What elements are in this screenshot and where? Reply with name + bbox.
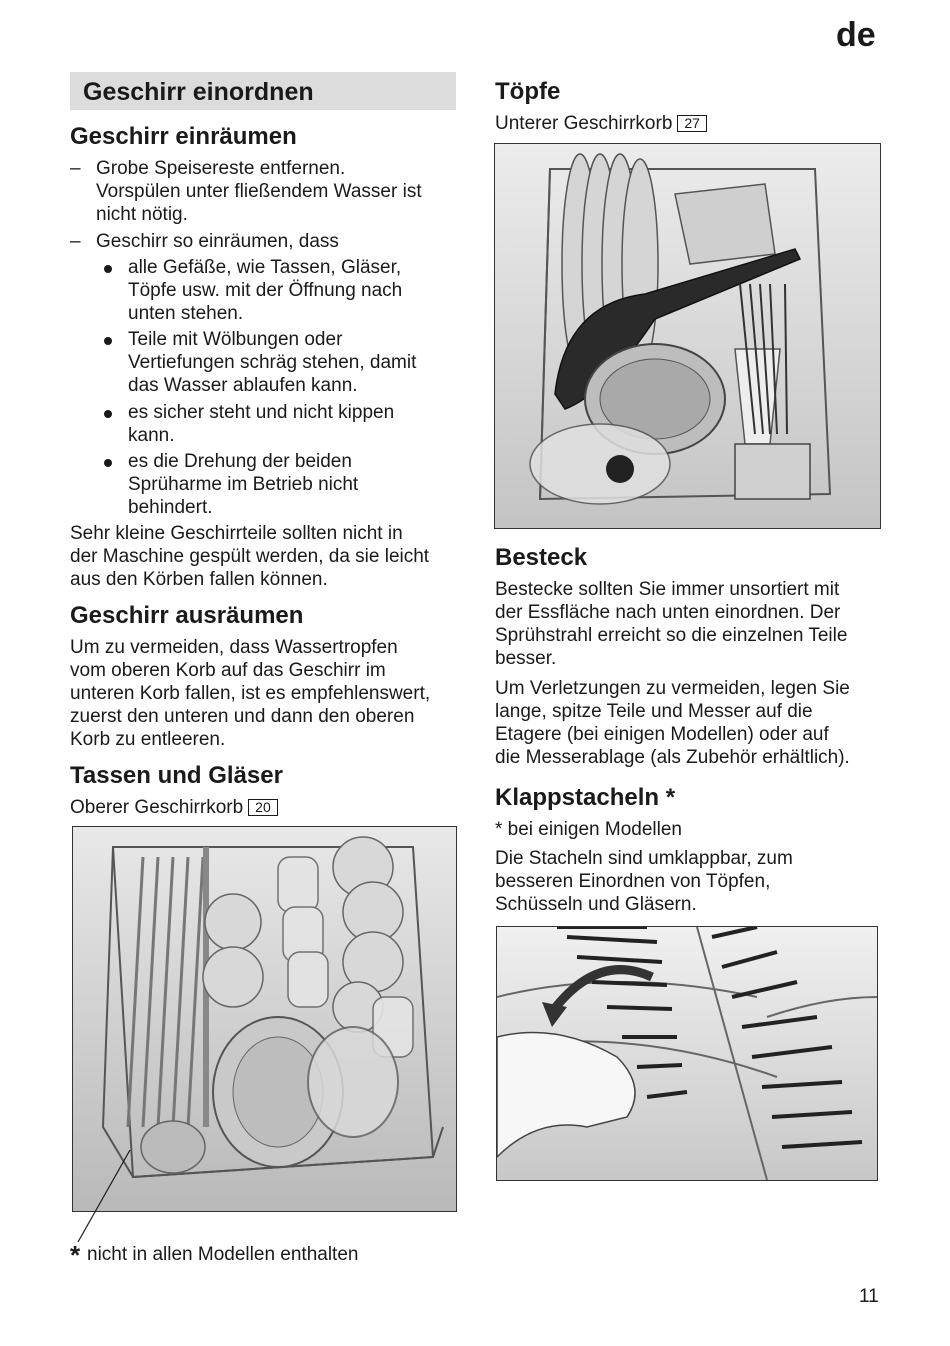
page-number: 11 — [859, 1286, 879, 1307]
heading-tassen-glaeser: Tassen und Gläser — [70, 762, 283, 789]
text-line: Etagere (bei einigen Modellen) oder auf — [495, 724, 829, 745]
text-line: kann. — [128, 425, 175, 446]
heading-toepfe: Töpfe — [495, 78, 561, 105]
text-line: alle Gefäße, wie Tassen, Gläser, — [128, 257, 402, 278]
text-line: Grobe Speisereste entfernen. — [96, 158, 346, 179]
paragraph-besteck-1 — [495, 578, 895, 670]
reference-number: 20 — [248, 799, 278, 816]
list-item-dash-2 — [70, 230, 460, 253]
list-item-bullet-2 — [128, 328, 416, 397]
text-line: Geschirr so einräumen, dass — [96, 231, 339, 252]
text-line: es die Drehung der beiden — [128, 451, 352, 472]
hand-drawing — [497, 1033, 635, 1158]
lower-basket-illustration — [494, 143, 881, 529]
text-line: behindert. — [128, 497, 213, 518]
text-line: es sicher steht und nicht kippen — [128, 402, 395, 423]
section-title: Geschirr einordnen — [70, 72, 456, 110]
text-line: vom oberen Korb auf das Geschirr im — [70, 660, 386, 681]
bullet-dot-icon — [104, 337, 112, 345]
text-line: unten stehen. — [128, 303, 244, 324]
dash-mark: – — [70, 231, 81, 252]
text-line: besser. — [495, 648, 557, 669]
list-item-bullet-1 — [128, 256, 402, 325]
bullet-dot-icon — [104, 459, 112, 467]
heading-klappstacheln: Klappstacheln * — [495, 784, 676, 811]
text-line: unteren Korb fallen, ist es empfehlenswert, — [70, 683, 431, 704]
dash-mark: – — [70, 158, 81, 179]
paragraph-ausraeumen — [70, 636, 465, 751]
caption-oberer-korb — [70, 796, 278, 819]
klappstacheln-illustration — [496, 926, 878, 1181]
text-line: lange, spitze Teile und Messer auf die — [495, 701, 813, 722]
footnote-star: * — [70, 1240, 81, 1270]
text-line: Vorspülen unter fließendem Wasser ist — [96, 181, 422, 202]
text-line: Sprüharme im Betrieb nicht — [128, 474, 359, 495]
language-code: de — [836, 16, 876, 54]
text-line: Vertiefungen schräg stehen, damit — [128, 352, 417, 373]
curved-arrow-icon — [552, 970, 652, 1012]
text-line: zuerst den unteren und dann den oberen — [70, 706, 415, 727]
heading-besteck: Besteck — [495, 544, 588, 571]
text-line: Korb zu entleeren. — [70, 729, 226, 750]
text-line: aus den Körben fallen können. — [70, 569, 328, 590]
caption-text: Unterer Geschirrkorb — [495, 113, 673, 134]
text-line: Töpfe usw. mit der Öffnung nach — [128, 280, 403, 301]
note-bei-einigen-modellen: * bei einigen Modellen — [495, 819, 682, 840]
klappstacheln-drawing — [497, 927, 877, 1180]
text-line: besseren Einordnen von Töpfen, — [495, 871, 771, 892]
paragraph-small-parts — [70, 522, 465, 591]
text-line: Die Stacheln sind umklappbar, zum — [495, 848, 793, 869]
list-item-dash-1 — [70, 157, 460, 226]
lower-basket-drawing — [495, 144, 880, 528]
text-line: der Maschine gespült werden, da sie leicht — [70, 546, 430, 567]
text-line: Schüsseln und Gläsern. — [495, 894, 697, 915]
footnote-text: nicht in allen Modellen enthalten — [87, 1244, 359, 1265]
paragraph-klappstacheln — [495, 847, 895, 916]
list-item-bullet-4 — [128, 450, 358, 519]
text-line: Um Verletzungen zu vermeiden, legen Sie — [495, 678, 850, 699]
caption-text: Oberer Geschirrkorb — [70, 797, 244, 818]
footnote-leader-line — [70, 1150, 140, 1245]
text-line: das Wasser ablaufen kann. — [128, 375, 358, 396]
caption-unterer-korb — [495, 112, 707, 135]
text-line: Sehr kleine Geschirrteile sollten nicht in — [70, 523, 403, 544]
heading-geschirr-ausraeumen: Geschirr ausräumen — [70, 602, 304, 629]
bullet-dot-icon — [104, 410, 112, 418]
text-line: der Essfläche nach unten einordnen. Der — [495, 602, 841, 623]
list-item-bullet-3 — [128, 401, 394, 447]
text-line: Bestecke sollten Sie immer unsortiert mit — [495, 579, 840, 600]
text-line: die Messerablage (als Zubehör erhältlich). — [495, 747, 850, 768]
text-line: Sprühstrahl erreicht so die einzelnen Teile — [495, 625, 848, 646]
bullet-dot-icon — [104, 265, 112, 273]
reference-number: 27 — [677, 115, 707, 132]
heading-geschirr-einraeumen: Geschirr einräumen — [70, 123, 297, 150]
paragraph-besteck-2 — [495, 677, 895, 769]
text-line: Um zu vermeiden, dass Wassertropfen — [70, 637, 398, 658]
text-line: Teile mit Wölbungen oder — [128, 329, 343, 350]
text-line: nicht nötig. — [96, 204, 188, 225]
